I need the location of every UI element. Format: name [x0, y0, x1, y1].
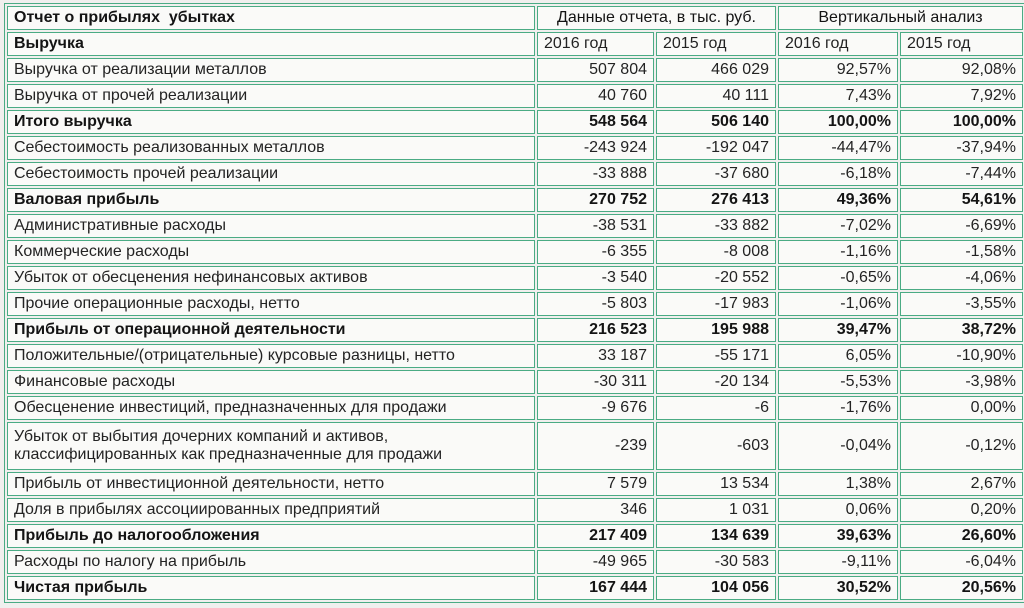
value-2016: -33 888	[537, 162, 654, 186]
row-label: Прочие операционные расходы, нетто	[7, 292, 535, 316]
percent-2015: -10,90%	[900, 344, 1023, 368]
row-label: Убыток от выбытия дочерних компаний и активов, классифицированных как предназначенные для продажи	[7, 422, 535, 470]
table-row	[7, 318, 1023, 342]
value-2016: -239	[537, 422, 654, 470]
percent-2015: 0,20%	[900, 498, 1023, 522]
table-body	[7, 6, 1023, 600]
value-2016: -38 531	[537, 214, 654, 238]
row-label: Выручка от реализации металлов	[7, 58, 535, 82]
percent-2015: -7,44%	[900, 162, 1023, 186]
value-2015: 276 413	[656, 188, 776, 212]
value-2016: -30 311	[537, 370, 654, 394]
value-2016: -3 540	[537, 266, 654, 290]
value-2016: -6 355	[537, 240, 654, 264]
percent-2016: -7,02%	[778, 214, 898, 238]
row-label: Обесценение инвестиций, предназначенных для продажи	[7, 396, 535, 420]
value-2016: -5 803	[537, 292, 654, 316]
row-label: Прибыль до налогообложения	[7, 524, 535, 548]
value-2015: 134 639	[656, 524, 776, 548]
table-row	[7, 396, 1023, 420]
percent-2015: -6,69%	[900, 214, 1023, 238]
percent-2015: 20,56%	[900, 576, 1023, 600]
percent-2016: -1,16%	[778, 240, 898, 264]
value-2015: -37 680	[656, 162, 776, 186]
value-2016: 346	[537, 498, 654, 522]
percent-2016: 39,63%	[778, 524, 898, 548]
row-label: Итого выручка	[7, 110, 535, 134]
percent-2015: 38,72%	[900, 318, 1023, 342]
percent-2016: 0,06%	[778, 498, 898, 522]
table-row	[7, 240, 1023, 264]
row-label: Убыток от обесценения нефинансовых активов	[7, 266, 535, 290]
percent-2015: -6,04%	[900, 550, 1023, 574]
value-2015: -603	[656, 422, 776, 470]
row-label: Прибыль от инвестиционной деятельности, нетто	[7, 472, 535, 496]
value-2016: 548 564	[537, 110, 654, 134]
value-2015: 466 029	[656, 58, 776, 82]
value-2015: -33 882	[656, 214, 776, 238]
section-header-revenue: Выручка	[7, 32, 535, 56]
percent-2015: -0,12%	[900, 422, 1023, 470]
table-row	[7, 498, 1023, 522]
table-row	[7, 214, 1023, 238]
percent-2015: -4,06%	[900, 266, 1023, 290]
year-header-row	[7, 32, 1023, 56]
row-label: Валовая прибыль	[7, 188, 535, 212]
value-2016: 7 579	[537, 472, 654, 496]
value-2015: 506 140	[656, 110, 776, 134]
row-label: Финансовые расходы	[7, 370, 535, 394]
value-2015: -192 047	[656, 136, 776, 160]
value-2015: -55 171	[656, 344, 776, 368]
value-2016: 270 752	[537, 188, 654, 212]
percent-2016: 100,00%	[778, 110, 898, 134]
percent-2015: 100,00%	[900, 110, 1023, 134]
percent-2016: 6,05%	[778, 344, 898, 368]
value-2016: -9 676	[537, 396, 654, 420]
percent-2016: -0,65%	[778, 266, 898, 290]
value-2016: 33 187	[537, 344, 654, 368]
percent-2016: 92,57%	[778, 58, 898, 82]
row-label: Коммерческие расходы	[7, 240, 535, 264]
percent-2016: 1,38%	[778, 472, 898, 496]
value-2016: -49 965	[537, 550, 654, 574]
percent-2015: -1,58%	[900, 240, 1023, 264]
group-header-vertical-analysis: Вертикальный анализ	[778, 6, 1023, 30]
value-2015: -6	[656, 396, 776, 420]
row-label: Положительные/(отрицательные) курсовые разницы, нетто	[7, 344, 535, 368]
table-row	[7, 292, 1023, 316]
percent-2016: 49,36%	[778, 188, 898, 212]
percent-2016: -1,76%	[778, 396, 898, 420]
percent-2015: 54,61%	[900, 188, 1023, 212]
year-header-2015-percent: 2015 год	[900, 32, 1023, 56]
percent-2016: -9,11%	[778, 550, 898, 574]
table-row	[7, 344, 1023, 368]
value-2016: 217 409	[537, 524, 654, 548]
percent-2015: 2,67%	[900, 472, 1023, 496]
table-row	[7, 576, 1023, 600]
table-row	[7, 472, 1023, 496]
value-2015: 13 534	[656, 472, 776, 496]
table-row	[7, 58, 1023, 82]
percent-2016: 7,43%	[778, 84, 898, 108]
row-label: Чистая прибыль	[7, 576, 535, 600]
percent-2015: -37,94%	[900, 136, 1023, 160]
percent-2015: 0,00%	[900, 396, 1023, 420]
table-row	[7, 162, 1023, 186]
table-row	[7, 110, 1023, 134]
percent-2015: 7,92%	[900, 84, 1023, 108]
value-2016: -243 924	[537, 136, 654, 160]
percent-2016: 30,52%	[778, 576, 898, 600]
percent-2016: -44,47%	[778, 136, 898, 160]
value-2015: -20 552	[656, 266, 776, 290]
year-header-2016-percent: 2016 год	[778, 32, 898, 56]
value-2016: 167 444	[537, 576, 654, 600]
value-2015: 104 056	[656, 576, 776, 600]
group-header-report-data: Данные отчета, в тыс. руб.	[537, 6, 776, 30]
percent-2016: -6,18%	[778, 162, 898, 186]
value-2016: 507 804	[537, 58, 654, 82]
value-2015: -20 134	[656, 370, 776, 394]
value-2015: -30 583	[656, 550, 776, 574]
table-row	[7, 136, 1023, 160]
percent-2015: -3,98%	[900, 370, 1023, 394]
row-label: Выручка от прочей реализации	[7, 84, 535, 108]
table-title-row	[7, 6, 1023, 30]
table-row	[7, 188, 1023, 212]
table-row	[7, 550, 1023, 574]
row-label: Себестоимость прочей реализации	[7, 162, 535, 186]
year-header-2015-data: 2015 год	[656, 32, 776, 56]
row-label: Расходы по налогу на прибыль	[7, 550, 535, 574]
profit-loss-table	[4, 3, 1024, 603]
value-2015: -8 008	[656, 240, 776, 264]
row-label: Себестоимость реализованных металлов	[7, 136, 535, 160]
percent-2016: 39,47%	[778, 318, 898, 342]
value-2016: 216 523	[537, 318, 654, 342]
table-row	[7, 84, 1023, 108]
percent-2016: -1,06%	[778, 292, 898, 316]
year-header-2016-data: 2016 год	[537, 32, 654, 56]
table-title: Отчет о прибылях убытках	[7, 6, 535, 30]
row-label: Доля в прибылях ассоциированных предприятий	[7, 498, 535, 522]
table-row	[7, 422, 1023, 470]
row-label: Прибыль от операционной деятельности	[7, 318, 535, 342]
table-row	[7, 266, 1023, 290]
value-2016: 40 760	[537, 84, 654, 108]
row-label: Административные расходы	[7, 214, 535, 238]
percent-2015: 92,08%	[900, 58, 1023, 82]
value-2015: 1 031	[656, 498, 776, 522]
value-2015: 40 111	[656, 84, 776, 108]
table-row	[7, 524, 1023, 548]
percent-2015: -3,55%	[900, 292, 1023, 316]
percent-2015: 26,60%	[900, 524, 1023, 548]
percent-2016: -5,53%	[778, 370, 898, 394]
value-2015: -17 983	[656, 292, 776, 316]
value-2015: 195 988	[656, 318, 776, 342]
percent-2016: -0,04%	[778, 422, 898, 470]
table-row	[7, 370, 1023, 394]
